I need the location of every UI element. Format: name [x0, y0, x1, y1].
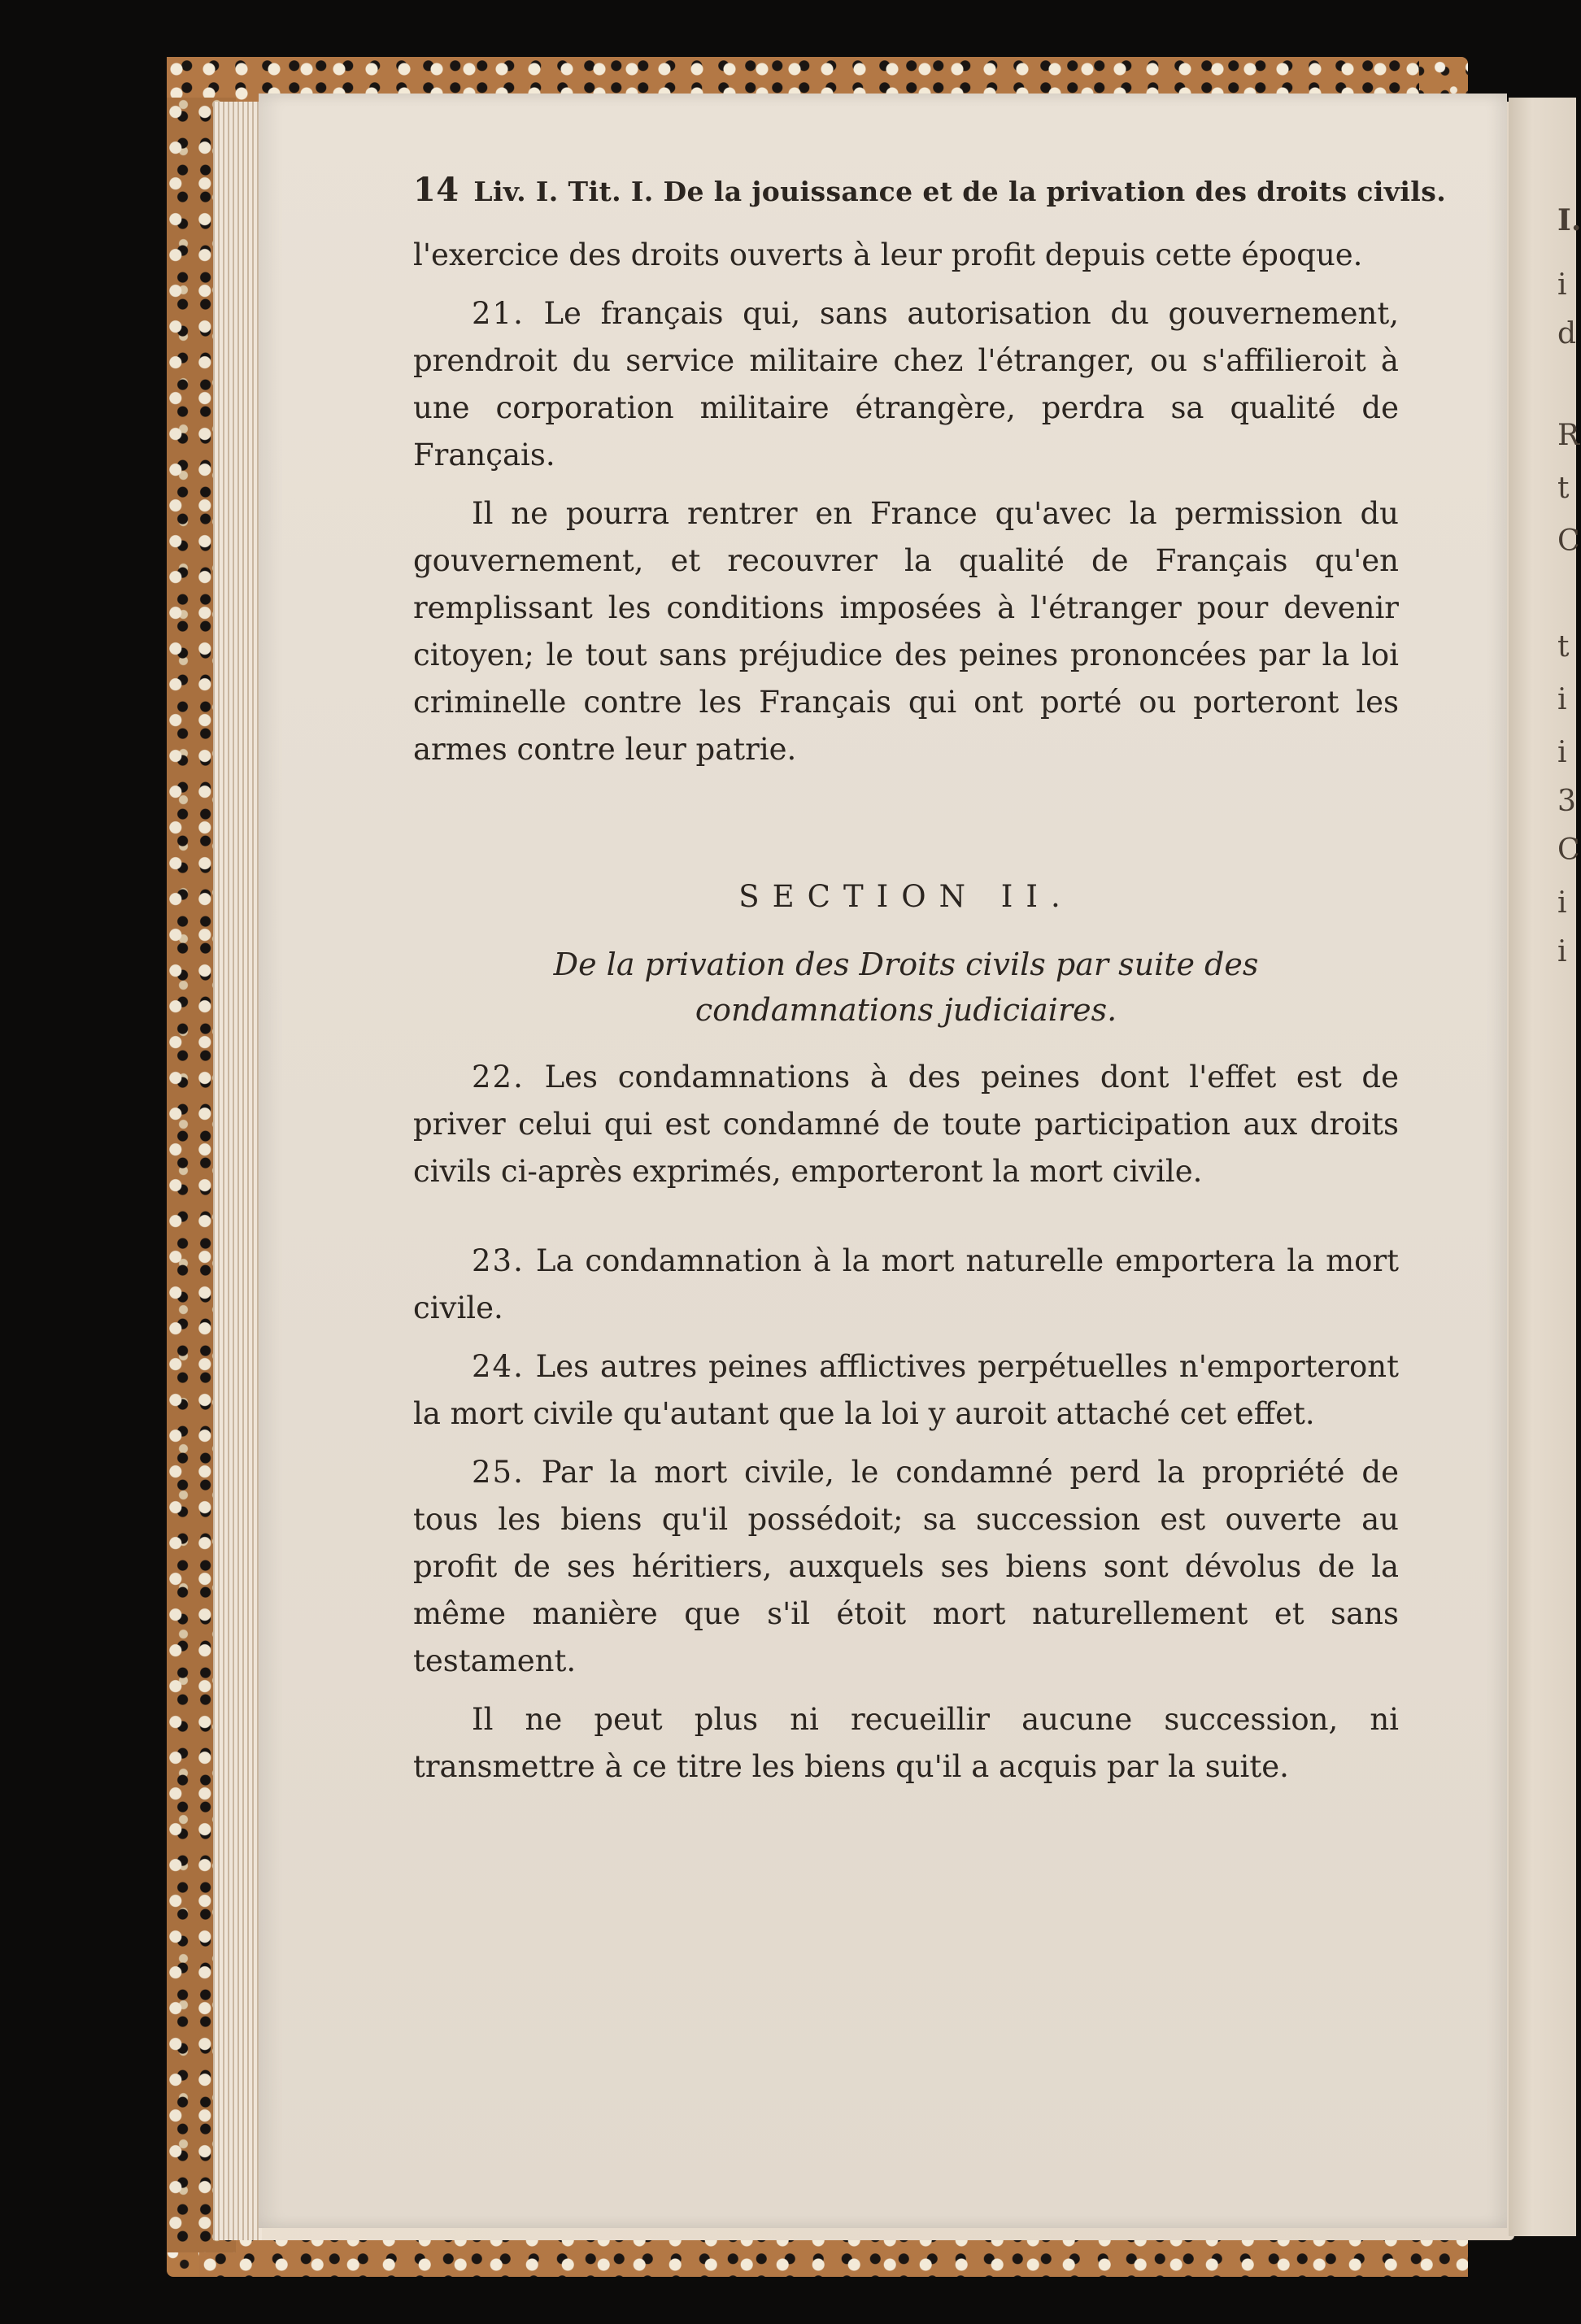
facing-page-letter: t [1557, 472, 1570, 505]
facing-page-letter: i [1557, 886, 1567, 920]
facing-page-letter: C [1557, 524, 1580, 558]
running-head [413, 171, 1447, 209]
section-subtitle: De la privation des Droits civils par suite des condamnations judiciaires. [553, 947, 1259, 1028]
article-number: 21. [472, 296, 525, 331]
facing-page-letter: R [1557, 419, 1580, 452]
page-number: 14 [413, 171, 459, 209]
facing-page-letter: i [1557, 268, 1567, 302]
article-number: 25. [472, 1455, 525, 1490]
facing-page-letter: d [1557, 317, 1577, 350]
facing-page-letter: i [1557, 935, 1567, 968]
facing-page-letter: I. [1557, 203, 1581, 237]
article-22 [413, 1054, 1399, 1195]
running-head-title: Liv. I. Tit. I. De la jouissance et de la privation des droits civils. [473, 176, 1447, 207]
page-text [413, 171, 1447, 1802]
article-text: La condamnation à la mort naturelle emportera la mort civile. [413, 1243, 1400, 1325]
article-text: Par la mort civile, le condamné perd la propriété de tous les biens qu'il possédoit; sa succession est ouverte au profit de ses héritiers, auxquels ses biens sont dévolus de la même manière que s'il étoit mort naturellement et sans testament. [413, 1455, 1399, 1678]
facing-page-letter: 3 [1557, 785, 1576, 818]
article-text: Le français qui, sans autorisation du gouvernement, prendroit du service militaire chez l'étranger, ou s'affilieroit à une corporation militaire étrangère, perdra sa qualité de Français. [413, 296, 1399, 472]
article-23 [413, 1238, 1399, 1332]
continuation-paragraph: l'exercice des droits ouverts à leur profit depuis cette époque. [413, 237, 1363, 272]
facing-page-edge [1509, 98, 1581, 2236]
section-title: SECTION II. [738, 879, 1074, 914]
article-25 [413, 1449, 1399, 1685]
article-24 [413, 1343, 1399, 1438]
article-25-paragraph-2: Il ne peut plus ni recueillir aucune succession, ni transmettre à ce titre les biens qu'il a acquis par la suite. [413, 1702, 1399, 1784]
article-number: 24. [472, 1349, 525, 1384]
facing-page-letter: i [1557, 736, 1567, 769]
article-21-paragraph-2: Il ne pourra rentrer en France qu'avec la permission du gouvernement, et recouvrer la qualité de Français qu'en remplissant les conditions imposées à l'étranger pour devenir citoyen; le tout sans préjudice des peines prononcées par la loi criminelle contre les Français qui ont porté ou porteront les armes contre leur patrie. [413, 496, 1399, 767]
facing-page-letter: t [1557, 630, 1570, 664]
article-text: Les condamnations à des peines dont l'effet est de priver celui qui est condamné de toute participation aux droits civils ci-après exprimés, emporteront la mort civile. [413, 1060, 1400, 1189]
article-text: Les autres peines afflictives perpétuelles n'emporteront la mort civile qu'autant que la loi y auroit attaché cet effet. [413, 1349, 1399, 1431]
facing-page-letter: i [1557, 683, 1567, 716]
article-number: 22. [472, 1060, 525, 1095]
article-number: 23. [472, 1243, 525, 1278]
facing-page-letter: C [1557, 833, 1580, 867]
article-21 [413, 290, 1399, 479]
